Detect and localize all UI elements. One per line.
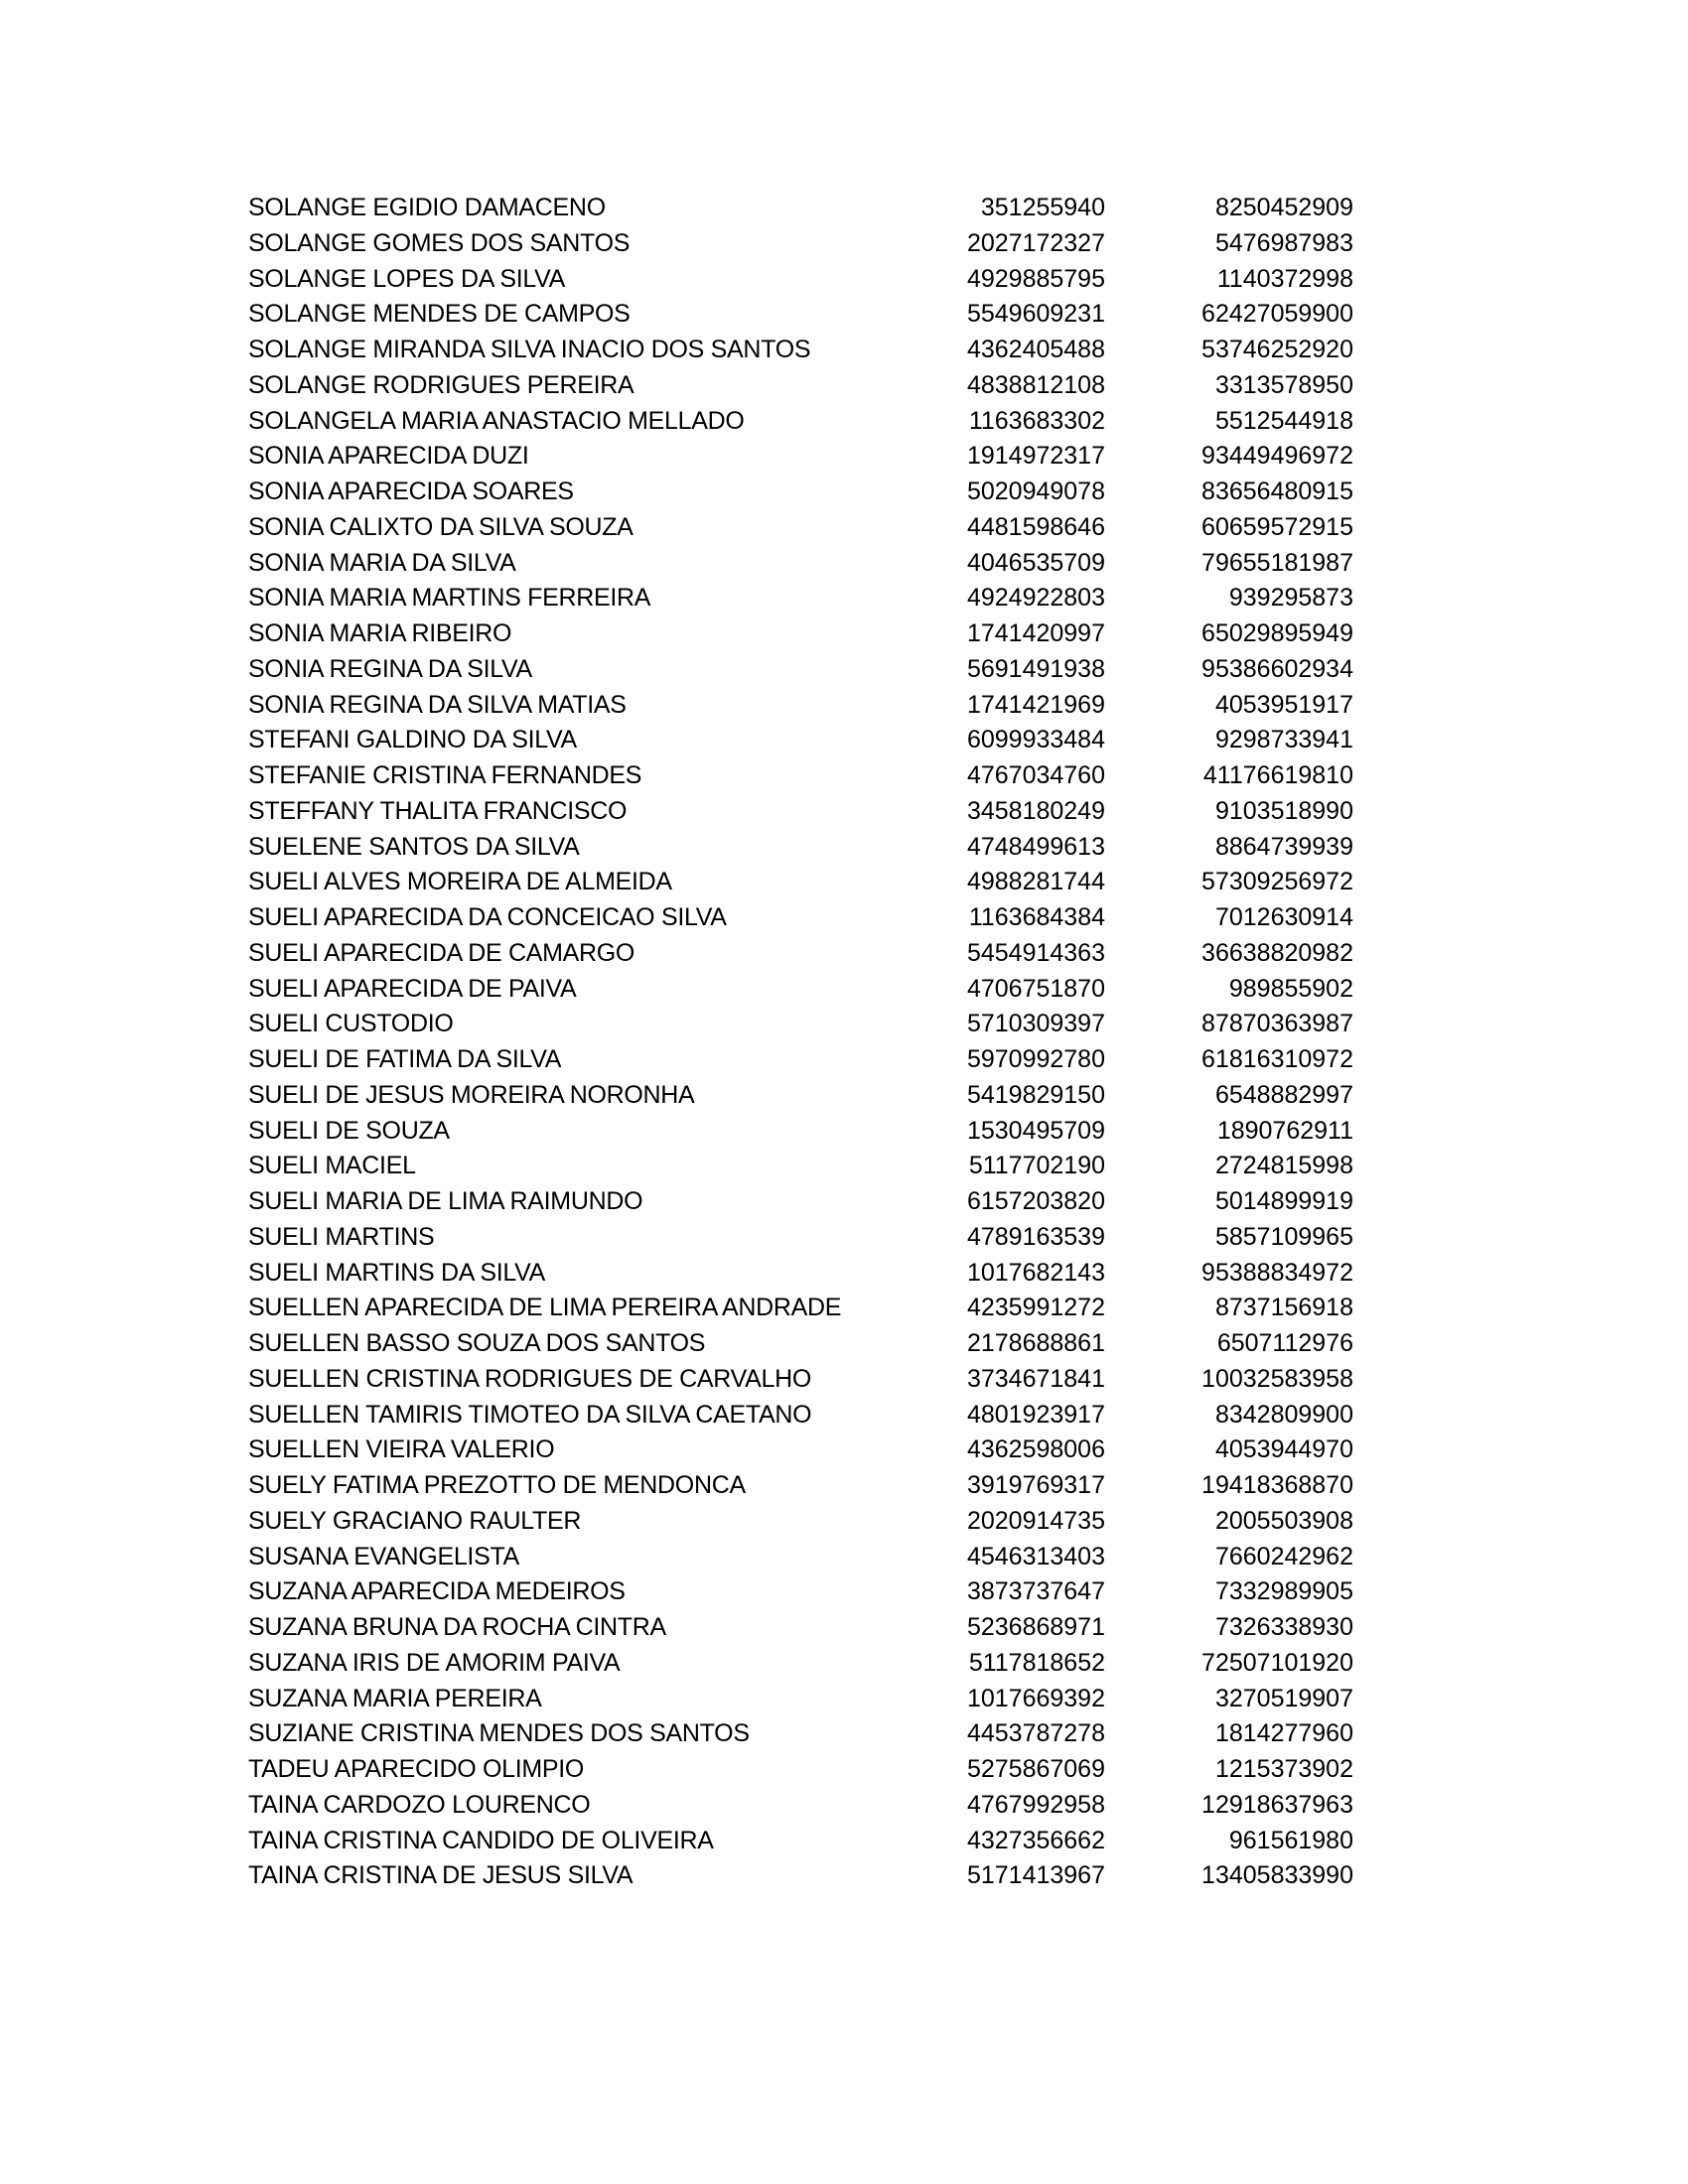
person-name-cell: STEFFANY THALITA FRANCISCO: [248, 796, 628, 825]
number-col1-cell: 4362598006: [966, 1435, 1105, 1464]
number-col1-cell: 5691491938: [966, 654, 1105, 683]
table-row: [248, 262, 1353, 298]
person-name-cell: SUELI CUSTODIO: [248, 1010, 454, 1038]
number-col2-cell: 65029895949: [1201, 619, 1353, 647]
table-row: [248, 758, 1353, 794]
table-row: [248, 652, 1353, 688]
table-row: [248, 1574, 1353, 1610]
person-name-cell: SONIA MARIA RIBEIRO: [248, 619, 512, 647]
person-name-cell: SUELI ALVES MOREIRA DE ALMEIDA: [248, 868, 672, 896]
table-row: [248, 1646, 1353, 1682]
number-col1-cell: 6157203820: [966, 1187, 1105, 1215]
table-row: [248, 475, 1353, 510]
person-name-cell: TAINA CARDOZO LOURENCO: [248, 1790, 591, 1819]
number-col2-cell: 1890762911: [1216, 1116, 1353, 1145]
table-row: [248, 1752, 1353, 1788]
number-col1-cell: 5275867069: [966, 1755, 1105, 1783]
person-name-cell: SONIA CALIXTO DA SILVA SOUZA: [248, 512, 633, 541]
number-col2-cell: 61816310972: [1201, 1045, 1353, 1073]
person-name-cell: SOLANGE MENDES DE CAMPOS: [248, 300, 631, 329]
number-col2-cell: 62427059900: [1201, 300, 1353, 329]
table-row: [248, 439, 1353, 475]
number-col1-cell: 4235991272: [966, 1294, 1105, 1322]
number-col2-cell: 961561980: [1228, 1826, 1353, 1854]
number-col2-cell: 60659572915: [1201, 512, 1353, 541]
number-col2-cell: 53746252920: [1201, 336, 1353, 363]
number-col2-cell: 93449496972: [1201, 442, 1353, 471]
person-name-cell: SUELI MARTINS: [248, 1222, 435, 1251]
number-col1-cell: 3458180249: [966, 796, 1105, 825]
number-col2-cell: 3313578950: [1214, 370, 1353, 399]
number-col1-cell: 4988281744: [966, 868, 1105, 896]
table-row: [248, 1114, 1353, 1150]
table-row: [248, 1540, 1353, 1575]
person-name-cell: SUELLEN BASSO SOUZA DOS SANTOS: [248, 1329, 706, 1357]
person-name-cell: SOLANGE MIRANDA SILVA INACIO DOS SANTOS: [248, 336, 811, 363]
table-row: [248, 1468, 1353, 1504]
table-row: [248, 1433, 1353, 1468]
number-col2-cell: 8342809900: [1214, 1400, 1353, 1429]
number-col1-cell: 5710309397: [966, 1010, 1105, 1038]
person-name-cell: SOLANGE RODRIGUES PEREIRA: [248, 370, 634, 399]
number-col1-cell: 1017669392: [966, 1684, 1105, 1712]
number-col1-cell: 351255940: [980, 194, 1105, 221]
number-col1-cell: 2020914735: [966, 1506, 1105, 1535]
number-col2-cell: 1215373902: [1214, 1755, 1353, 1783]
table-row: [248, 688, 1353, 724]
number-col2-cell: 7326338930: [1214, 1613, 1353, 1641]
person-name-cell: SOLANGE EGIDIO DAMACENO: [248, 194, 606, 221]
number-col2-cell: 5014899919: [1214, 1187, 1353, 1215]
number-col1-cell: 3873737647: [966, 1577, 1105, 1606]
number-col2-cell: 95386602934: [1201, 654, 1353, 683]
person-name-cell: SUZANA IRIS DE AMORIM PAIVA: [248, 1648, 621, 1677]
person-name-cell: SUELLEN CRISTINA RODRIGUES DE CARVALHO: [248, 1364, 811, 1393]
person-name-cell: SUELLEN APARECIDA DE LIMA PEREIRA ANDRADE: [248, 1294, 842, 1322]
number-col1-cell: 4801923917: [966, 1400, 1105, 1429]
number-col2-cell: 5512544918: [1214, 406, 1353, 435]
table-row: [248, 297, 1353, 333]
number-col1-cell: 4748499613: [966, 832, 1105, 861]
person-name-cell: TAINA CRISTINA DE JESUS SILVA: [248, 1861, 633, 1890]
table-row: [248, 936, 1353, 972]
number-col2-cell: 36638820982: [1201, 938, 1353, 967]
person-name-cell: SUZANA BRUNA DA ROCHA CINTRA: [248, 1613, 666, 1641]
person-name-cell: SUELLEN VIEIRA VALERIO: [248, 1435, 555, 1464]
person-name-cell: SUELI MARIA DE LIMA RAIMUNDO: [248, 1187, 643, 1215]
table-row: [248, 1149, 1353, 1184]
number-col1-cell: 5117702190: [968, 1152, 1105, 1180]
number-col2-cell: 9103518990: [1214, 796, 1353, 825]
number-col1-cell: 4546313403: [966, 1542, 1105, 1570]
number-col1-cell: 2178688861: [966, 1329, 1105, 1357]
table-row: [248, 1291, 1353, 1326]
table-row: [248, 226, 1353, 262]
number-col1-cell: 1163683302: [968, 406, 1105, 435]
person-name-cell: SUELY GRACIANO RAULTER: [248, 1506, 582, 1535]
table-row: [248, 333, 1353, 368]
number-col2-cell: 989855902: [1228, 974, 1353, 1003]
table-row: [248, 1184, 1353, 1220]
table-row: [248, 1042, 1353, 1078]
number-col2-cell: 95388834972: [1201, 1258, 1353, 1287]
number-col1-cell: 5117818652: [968, 1648, 1105, 1677]
number-col2-cell: 8250452909: [1214, 194, 1353, 221]
table-row: [248, 794, 1353, 830]
number-col2-cell: 83656480915: [1201, 478, 1353, 505]
person-name-cell: SUELI DE SOUZA: [248, 1116, 450, 1145]
person-name-cell: SONIA APARECIDA SOARES: [248, 478, 574, 505]
table-row: [248, 972, 1353, 1008]
records-table: [248, 191, 1353, 1894]
person-name-cell: TADEU APARECIDO OLIMPIO: [248, 1755, 585, 1783]
number-col2-cell: 72507101920: [1201, 1648, 1353, 1677]
table-row: [248, 510, 1353, 546]
person-name-cell: SUELI APARECIDA DA CONCEICAO SILVA: [248, 903, 727, 931]
table-row: [248, 546, 1353, 582]
number-col2-cell: 8864739939: [1214, 832, 1353, 861]
number-col1-cell: 1530495709: [966, 1116, 1105, 1145]
number-col2-cell: 41176619810: [1202, 761, 1353, 789]
person-name-cell: STEFANIE CRISTINA FERNANDES: [248, 761, 642, 789]
table-row: [248, 830, 1353, 866]
number-col1-cell: 1741421969: [966, 690, 1105, 719]
number-col1-cell: 4929885795: [966, 264, 1105, 293]
number-col1-cell: 1914972317: [966, 442, 1105, 471]
number-col2-cell: 9298733941: [1214, 726, 1353, 754]
person-name-cell: SOLANGE LOPES DA SILVA: [248, 264, 565, 293]
number-col2-cell: 6548882997: [1214, 1080, 1353, 1109]
number-col2-cell: 19418368870: [1201, 1471, 1353, 1499]
number-col1-cell: 4481598646: [966, 512, 1105, 541]
number-col2-cell: 7660242962: [1214, 1542, 1353, 1570]
number-col1-cell: 6099933484: [966, 726, 1105, 754]
person-name-cell: SUZIANE CRISTINA MENDES DOS SANTOS: [248, 1719, 750, 1748]
person-name-cell: SUZANA APARECIDA MEDEIROS: [248, 1577, 626, 1606]
person-name-cell: SONIA APARECIDA DUZI: [248, 442, 529, 471]
number-col2-cell: 57309256972: [1201, 868, 1353, 896]
number-col1-cell: 4789163539: [966, 1222, 1105, 1251]
number-col2-cell: 13405833990: [1201, 1861, 1353, 1890]
number-col1-cell: 1163684384: [968, 903, 1105, 931]
person-name-cell: SONIA MARIA MARTINS FERREIRA: [248, 584, 651, 613]
number-col1-cell: 5454914363: [966, 938, 1105, 967]
table-row: [248, 865, 1353, 900]
person-name-cell: SUELI MACIEL: [248, 1152, 416, 1180]
number-col2-cell: 2724815998: [1214, 1152, 1353, 1180]
number-col1-cell: 5020949078: [966, 478, 1105, 505]
number-col1-cell: 3919769317: [966, 1471, 1105, 1499]
number-col1-cell: 1741420997: [966, 619, 1105, 647]
number-col1-cell: 4924922803: [966, 584, 1105, 613]
number-col1-cell: 4706751870: [966, 974, 1105, 1003]
number-col2-cell: 3270519907: [1214, 1684, 1353, 1712]
person-name-cell: SONIA MARIA DA SILVA: [248, 548, 516, 577]
table-row: [248, 723, 1353, 758]
table-row: [248, 1326, 1353, 1362]
person-name-cell: SONIA REGINA DA SILVA: [248, 654, 532, 683]
table-row: [248, 1398, 1353, 1433]
number-col2-cell: 2005503908: [1214, 1506, 1353, 1535]
number-col2-cell: 939295873: [1228, 584, 1353, 613]
number-col1-cell: 4046535709: [966, 548, 1105, 577]
person-name-cell: SUZANA MARIA PEREIRA: [248, 1684, 542, 1712]
number-col2-cell: 79655181987: [1201, 548, 1353, 577]
number-col2-cell: 7012630914: [1214, 903, 1353, 931]
number-col2-cell: 5476987983: [1214, 228, 1353, 257]
number-col1-cell: 4362405488: [966, 336, 1105, 363]
person-name-cell: SUELI DE FATIMA DA SILVA: [248, 1045, 562, 1073]
table-row: [248, 1256, 1353, 1292]
table-row: [248, 1788, 1353, 1824]
person-name-cell: SOLANGELA MARIA ANASTACIO MELLADO: [248, 406, 745, 435]
number-col2-cell: 5857109965: [1214, 1222, 1353, 1251]
number-col1-cell: 5549609231: [966, 300, 1105, 329]
number-col2-cell: 1140372998: [1216, 264, 1353, 293]
table-row: [248, 1610, 1353, 1646]
number-col1-cell: 5171413967: [966, 1861, 1105, 1890]
table-row: [248, 1824, 1353, 1859]
person-name-cell: SUELI APARECIDA DE PAIVA: [248, 974, 577, 1003]
number-col2-cell: 4053944970: [1214, 1435, 1353, 1464]
number-col2-cell: 4053951917: [1214, 690, 1353, 719]
table-row: [248, 1682, 1353, 1717]
table-row: [248, 616, 1353, 652]
number-col2-cell: 1814277960: [1214, 1719, 1353, 1748]
number-col1-cell: 4767992958: [966, 1790, 1105, 1819]
table-row: [248, 368, 1353, 404]
person-name-cell: SUELI APARECIDA DE CAMARGO: [248, 938, 635, 967]
number-col1-cell: 1017682143: [966, 1258, 1105, 1287]
table-row: [248, 1716, 1353, 1752]
number-col1-cell: 4838812108: [966, 370, 1105, 399]
number-col2-cell: 12918637963: [1201, 1790, 1353, 1819]
table-row: [248, 1078, 1353, 1114]
table-row: [248, 1362, 1353, 1398]
table-row: [248, 900, 1353, 936]
table-row: [248, 581, 1353, 616]
person-name-cell: SUELI DE JESUS MOREIRA NORONHA: [248, 1080, 695, 1109]
number-col1-cell: 4327356662: [966, 1826, 1105, 1854]
number-col1-cell: 5419829150: [966, 1080, 1105, 1109]
table-row: [248, 1007, 1353, 1042]
table-row: [248, 404, 1353, 440]
person-name-cell: TAINA CRISTINA CANDIDO DE OLIVEIRA: [248, 1826, 714, 1854]
person-name-cell: SONIA REGINA DA SILVA MATIAS: [248, 690, 627, 719]
number-col1-cell: 3734671841: [966, 1364, 1105, 1393]
number-col2-cell: 87870363987: [1201, 1010, 1353, 1038]
number-col1-cell: 2027172327: [966, 228, 1105, 257]
person-name-cell: SOLANGE GOMES DOS SANTOS: [248, 228, 631, 257]
number-col1-cell: 4767034760: [966, 761, 1105, 789]
person-name-cell: SUSANA EVANGELISTA: [248, 1542, 519, 1570]
person-name-cell: SUELY FATIMA PREZOTTO DE MENDONCA: [248, 1471, 746, 1499]
table-row: [248, 191, 1353, 226]
person-name-cell: SUELI MARTINS DA SILVA: [248, 1258, 546, 1287]
number-col1-cell: 5236868971: [966, 1613, 1105, 1641]
person-name-cell: STEFANI GALDINO DA SILVA: [248, 726, 577, 754]
number-col1-cell: 4453787278: [966, 1719, 1105, 1748]
number-col2-cell: 8737156918: [1214, 1294, 1353, 1322]
person-name-cell: SUELLEN TAMIRIS TIMOTEO DA SILVA CAETANO: [248, 1400, 812, 1429]
number-col2-cell: 7332989905: [1214, 1577, 1353, 1606]
number-col2-cell: 6507112976: [1216, 1329, 1353, 1357]
table-row: [248, 1858, 1353, 1894]
table-row: [248, 1504, 1353, 1540]
number-col2-cell: 10032583958: [1201, 1364, 1353, 1393]
person-name-cell: SUELENE SANTOS DA SILVA: [248, 832, 580, 861]
table-row: [248, 1220, 1353, 1256]
number-col1-cell: 5970992780: [966, 1045, 1105, 1073]
